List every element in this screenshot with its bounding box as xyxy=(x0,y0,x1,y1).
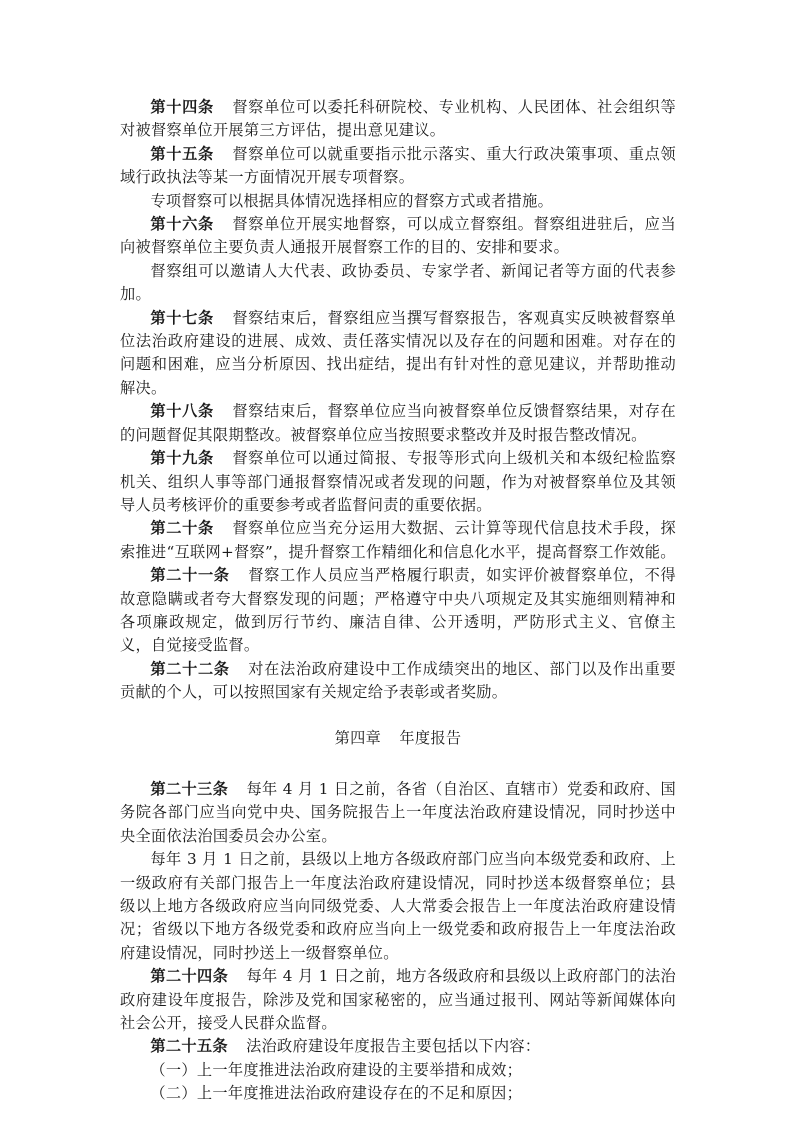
article-text: 对在法治政府建设中工作成绩突出的地区、部门以及作出重要贡献的个人，可以按照国家有关规定给予表彰或者奖励。 xyxy=(120,659,676,702)
article-paragraph xyxy=(120,307,676,401)
article-paragraph xyxy=(120,213,676,260)
article-text: 督察结束后，督察组应当撰写督察报告，客观真实反映被督察单位法治政府建设的进展、成效、责任落实情况以及存在的问题和困难。对存在的问题和困难，应当分析原因、找出症结，提出有针对性的意见建议，并帮助推动解决。 xyxy=(120,308,676,397)
article-text: 督察单位可以通过简报、专报等形式向上级机关和本级纪检监察机关、组织人事等部门通报督察情况或者发现的问题，作为对被督察单位及其领导人员考核评价的重要参考或者监督问责的重要依据。 xyxy=(120,449,676,514)
chapter-heading xyxy=(120,727,676,750)
article-paragraph xyxy=(120,143,676,190)
article-paragraph xyxy=(120,778,676,848)
article-paragraph xyxy=(120,447,676,517)
article-number: 第二十四条 xyxy=(150,967,229,986)
continuation-paragraph xyxy=(120,1059,676,1082)
article-text: 督察工作人员应当严格履行职责，如实评价被督察单位，不得故意隐瞒或者夸大督察发现的问题；严格遵守中央八项规定及其实施细则精神和各项廉政规定，做到厉行节约、廉洁自律、公开透明，严防形式主义、官僚主义，自觉接受监督。 xyxy=(120,566,676,655)
article-number: 第十五条 xyxy=(150,144,214,163)
continuation-paragraph xyxy=(120,260,676,307)
continuation-paragraph xyxy=(120,848,676,965)
article-text: 督察单位应当充分运用大数据、云计算等现代信息技术手段，探索推进“互联网+督察”，提升督察工作精细化和信息化水平，提高督察工作效能。 xyxy=(120,519,676,561)
article-paragraph xyxy=(120,1035,676,1058)
chapter-number: 第四章 xyxy=(334,728,382,747)
document-page xyxy=(120,96,676,1106)
article-text: 督察单位可以就重要指示批示落实、重大行政决策事项、重点领域行政执法等某一方面情况开展专项督察。 xyxy=(120,144,676,187)
article-text: 督察单位可以委托科研院校、专业机构、人民团体、社会组织等对被督察单位开展第三方评估，提出意见建议。 xyxy=(120,98,676,140)
articles-section-chapter-3 xyxy=(120,96,676,705)
article-text: 督察结束后，督察单位应当向被督察单位反馈督察结果，对存在的问题督促其限期整改。被督察单位应当按照要求整改并及时报告整改情况。 xyxy=(120,402,676,444)
article-paragraph xyxy=(120,658,676,705)
article-paragraph xyxy=(120,564,676,658)
article-number: 第十八条 xyxy=(150,402,214,421)
article-paragraph xyxy=(120,517,676,564)
article-text: 每年 3 月 1 日之前，县级以上地方各级政府部门应当向本级党委和政府、上一级政府有关部门报告上一年度法治政府建设情况，同时抄送本级督察单位；县级以上地方各级政府应当向同级党委、人大常委会报告上一年度法治政府建设情况；省级以下地方各级党委和政府应当向上一级党委和政府报告上一年度法治政府建设情况，同时抄送上一级督察单位。 xyxy=(120,850,676,962)
article-text: 督察单位开展实地督察，可以成立督察组。督察组进驻后，应当向被督察单位主要负责人通报开展督察工作的目的、安排和要求。 xyxy=(120,215,676,257)
article-text: 督察组可以邀请人大代表、政协委员、专家学者、新闻记者等方面的代表参加。 xyxy=(120,261,676,304)
article-text: 法治政府建设年度报告主要包括以下内容： xyxy=(246,1037,541,1056)
article-number: 第二十条 xyxy=(150,519,214,538)
article-text: （二）上一年度推进法治政府建设存在的不足和原因； xyxy=(150,1084,523,1103)
article-number: 第二十五条 xyxy=(150,1037,228,1056)
article-text: （一）上一年度推进法治政府建设的主要举措和成效； xyxy=(150,1060,523,1079)
article-number: 第十九条 xyxy=(150,449,214,468)
article-paragraph xyxy=(120,96,676,143)
article-paragraph xyxy=(120,965,676,1035)
article-number: 第十四条 xyxy=(150,98,214,116)
article-number: 第二十三条 xyxy=(150,779,229,798)
article-text: 专项督察可以根据具体情况选择相应的督察方式或者措施。 xyxy=(150,191,554,210)
chapter-title: 年度报告 xyxy=(399,728,462,747)
article-number: 第二十二条 xyxy=(150,659,230,678)
article-number: 第十七条 xyxy=(150,308,214,327)
articles-section-chapter-4 xyxy=(120,778,676,1106)
article-number: 第十六条 xyxy=(150,215,214,234)
article-paragraph xyxy=(120,400,676,447)
continuation-paragraph xyxy=(120,190,676,213)
article-text: 每年 4 月 1 日之前，地方各级政府和县级以上政府部门的法治政府建设年度报告，除涉及党和国家秘密的，应当通过报刊、网站等新闻媒体向社会公开，接受人民群众监督。 xyxy=(120,967,677,1033)
continuation-paragraph xyxy=(120,1082,676,1105)
article-text: 每年 4 月 1 日之前，各省（自治区、直辖市）党委和政府、国务院各部门应当向党中央、国务院报告上一年度法治政府建设情况，同时抄送中央全面依法治国委员会办公室。 xyxy=(120,779,677,845)
article-number: 第二十一条 xyxy=(150,566,230,585)
